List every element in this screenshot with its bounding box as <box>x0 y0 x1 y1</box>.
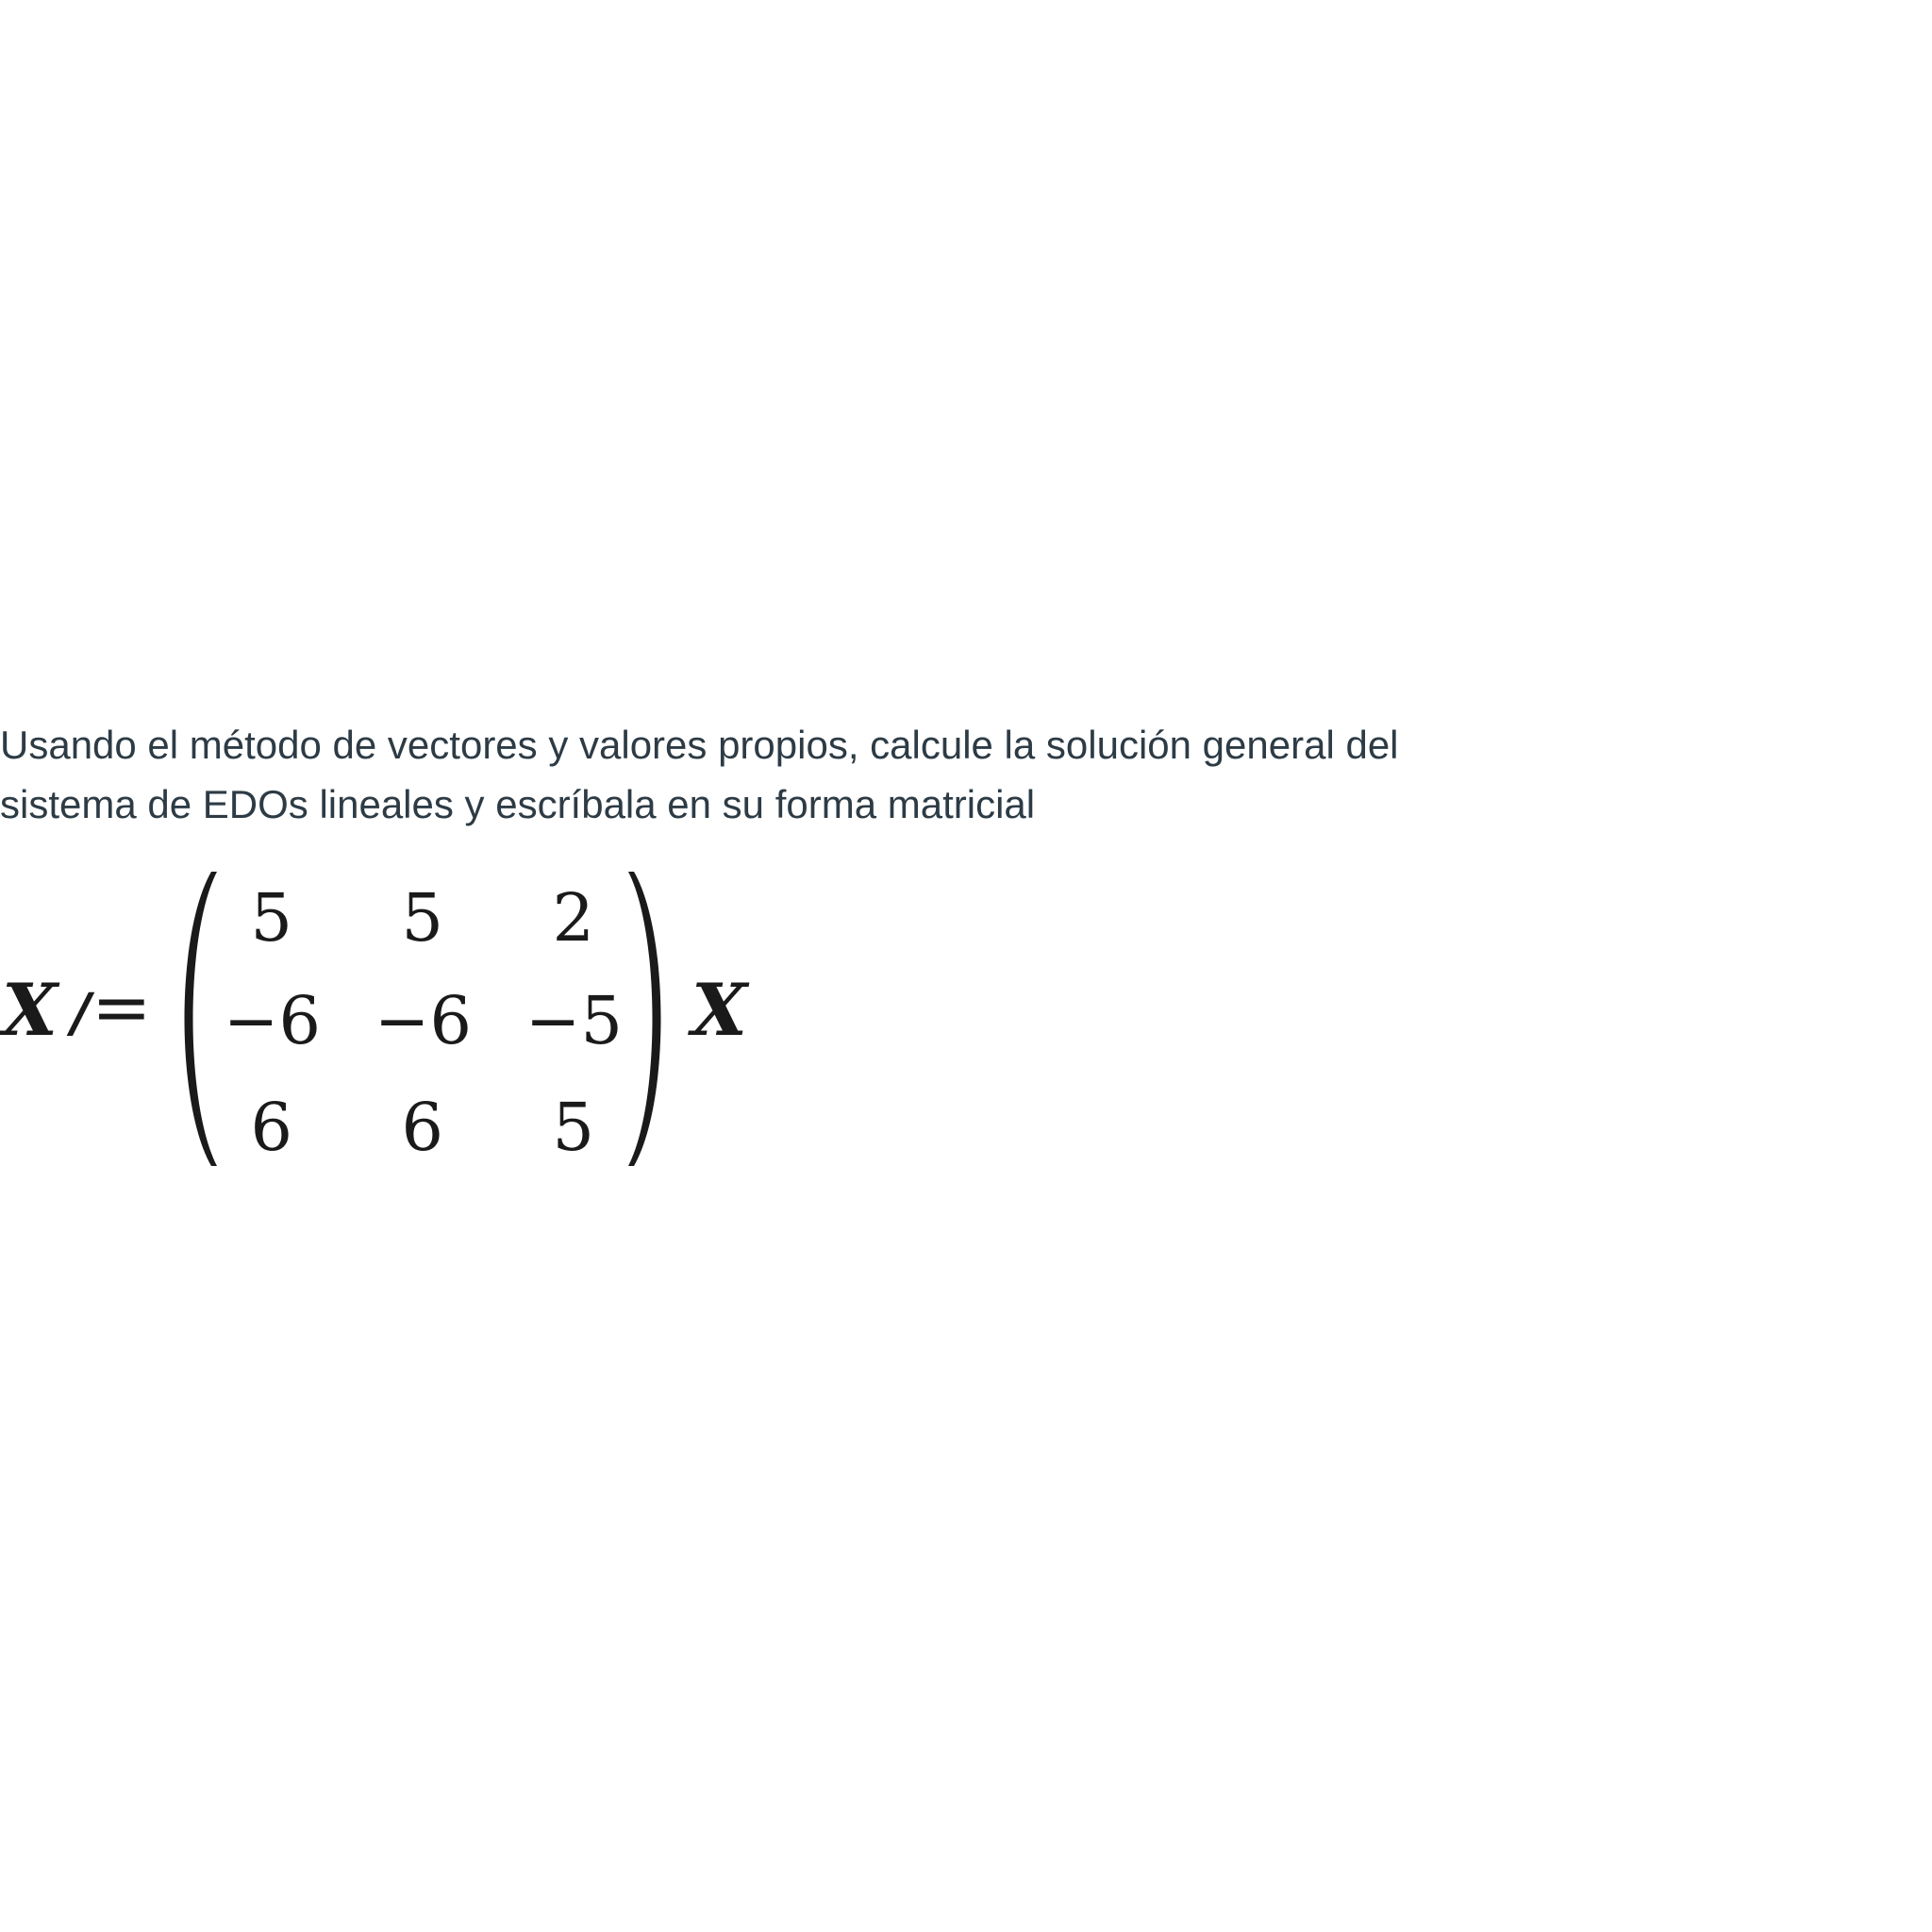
matrix-cell-3-3: 5 <box>552 1089 594 1166</box>
matrix-equation <box>0 868 792 1170</box>
matrix-cell-1-2: 5 <box>401 879 443 957</box>
matrix-cell-2-3: −5 <box>525 982 623 1059</box>
matrix-cell-3-1: 6 <box>250 1089 292 1166</box>
equation-lhs-vector: X <box>2 968 58 1052</box>
matrix-cell-1-1: 5 <box>250 879 292 957</box>
equation-prime-mark: / <box>72 983 92 1044</box>
equals-sign: = <box>92 965 152 1049</box>
matrix-cell-3-2: 6 <box>401 1089 443 1166</box>
matrix-cell-2-1: −6 <box>223 982 321 1059</box>
question-text <box>0 715 1547 834</box>
matrix-cell-1-3: 2 <box>552 879 594 957</box>
question-line-1: Usando el método de vectores y valores propios, calcule la solución general del <box>0 723 1399 767</box>
question-line-2: sistema de EDOs lineales y escríbala en su forma matricial <box>0 782 1036 826</box>
matrix-cell-2-2: −6 <box>374 982 472 1059</box>
equation-rhs-vector: X <box>691 968 747 1052</box>
right-parenthesis <box>621 868 668 1170</box>
